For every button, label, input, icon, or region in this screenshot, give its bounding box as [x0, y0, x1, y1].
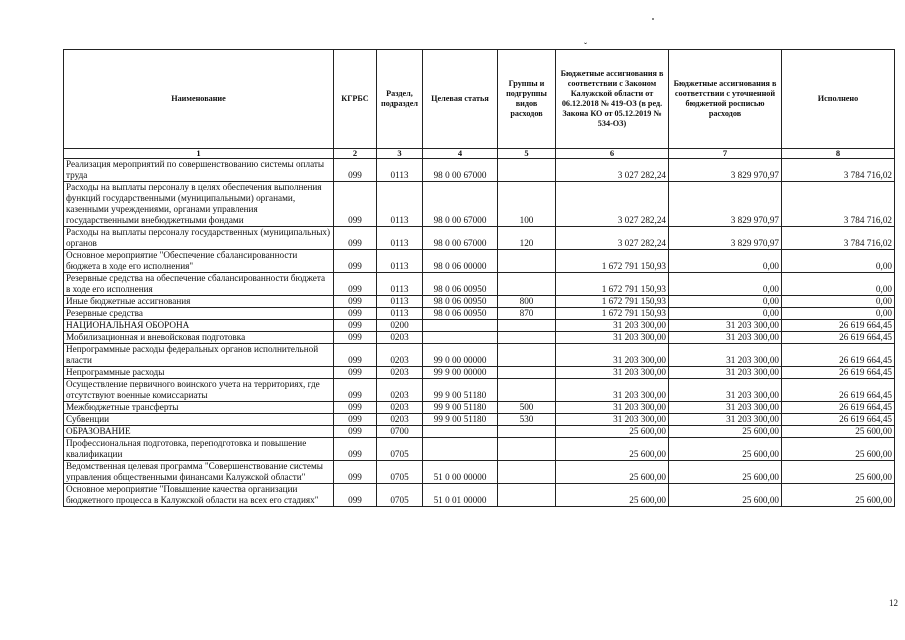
row-razdel: 0113 [377, 296, 423, 308]
row-target: 98 0 06 00950 [423, 273, 498, 296]
header-refined: Бюджетные ассигнования в соответствии с уточненной бюджетной росписью расходов [669, 50, 782, 149]
row-executed-amount: 26 619 664,45 [782, 414, 895, 426]
row-executed-amount: 25 600,00 [782, 484, 895, 507]
row-kgrbs: 099 [334, 484, 377, 507]
row-name: Субвенции [64, 414, 334, 426]
row-refined-amount: 0,00 [669, 308, 782, 320]
row-name: Иные бюджетные ассигнования [64, 296, 334, 308]
row-executed-amount: 26 619 664,45 [782, 320, 895, 332]
row-razdel: 0113 [377, 308, 423, 320]
row-kgrbs: 099 [334, 332, 377, 344]
row-executed-amount: 3 784 716,02 [782, 227, 895, 250]
column-number: 1 [64, 149, 334, 159]
row-refined-amount: 31 203 300,00 [669, 379, 782, 402]
row-kgrbs: 099 [334, 461, 377, 484]
table-row [64, 402, 895, 414]
row-kgrbs: 099 [334, 227, 377, 250]
row-name: Резервные средства [64, 308, 334, 320]
row-name: Осуществление первичного воинского учета на территориях, где отсутствуют военные комиссариаты [64, 379, 334, 402]
row-target: 98 0 06 00000 [423, 250, 498, 273]
row-executed-amount: 0,00 [782, 308, 895, 320]
row-kgrbs: 099 [334, 426, 377, 438]
row-group: 100 [498, 182, 556, 227]
header-name: Наименование [64, 50, 334, 149]
row-refined-amount: 25 600,00 [669, 484, 782, 507]
row-name: Профессиональная подготовка, переподготовка и повышение квалификации [64, 438, 334, 461]
row-name: Основное мероприятие "Повышение качества организации бюджетного процесса в Калужской области на всех его стадиях" [64, 484, 334, 507]
row-law-amount: 1 672 791 150,93 [556, 250, 669, 273]
row-law-amount: 31 203 300,00 [556, 320, 669, 332]
row-refined-amount: 0,00 [669, 250, 782, 273]
row-razdel: 0203 [377, 367, 423, 379]
row-group [498, 484, 556, 507]
table-row [64, 296, 895, 308]
row-law-amount: 31 203 300,00 [556, 414, 669, 426]
row-executed-amount: 26 619 664,45 [782, 379, 895, 402]
row-name: Расходы на выплаты персоналу в целях обеспечения выполнения функций государственными (муниципальными) органами, казенными учреждениями, органами управления государственными внебюджетными фондами [64, 182, 334, 227]
row-razdel: 0203 [377, 379, 423, 402]
row-razdel: 0113 [377, 250, 423, 273]
table-row [64, 344, 895, 367]
row-group: 120 [498, 227, 556, 250]
header-law: Бюджетные ассигнования в соответствии с Законом Калужской области от 06.12.2018 № 419-ОЗ (в ред. Закона КО от 05.12.2019 № 534-ОЗ) [556, 50, 669, 149]
row-target: 51 0 01 00000 [423, 484, 498, 507]
header-executed: Исполнено [782, 50, 895, 149]
row-razdel: 0705 [377, 461, 423, 484]
row-razdel: 0200 [377, 320, 423, 332]
column-number-row [64, 149, 895, 159]
row-executed-amount: 25 600,00 [782, 426, 895, 438]
column-number: 7 [669, 149, 782, 159]
row-group: 870 [498, 308, 556, 320]
header-target: Целевая статья [423, 50, 498, 149]
row-law-amount: 1 672 791 150,93 [556, 296, 669, 308]
column-number: 4 [423, 149, 498, 159]
row-name: Мобилизационная и вневойсковая подготовка [64, 332, 334, 344]
row-executed-amount: 25 600,00 [782, 438, 895, 461]
row-group: 530 [498, 414, 556, 426]
row-name: Непрограммные расходы [64, 367, 334, 379]
row-refined-amount: 25 600,00 [669, 438, 782, 461]
row-razdel: 0203 [377, 344, 423, 367]
row-executed-amount: 3 784 716,02 [782, 182, 895, 227]
header-group: Группы и подгруппы видов расходов [498, 50, 556, 149]
table-row [64, 484, 895, 507]
row-razdel: 0203 [377, 402, 423, 414]
row-target: 99 9 00 51180 [423, 402, 498, 414]
row-name: Ведомственная целевая программа "Совершенствование системы управления общественными финансами Калужской области" [64, 461, 334, 484]
row-group [498, 461, 556, 484]
table-row [64, 308, 895, 320]
row-law-amount: 3 027 282,24 [556, 227, 669, 250]
row-razdel: 0113 [377, 227, 423, 250]
row-target: 99 9 00 51180 [423, 379, 498, 402]
row-executed-amount: 25 600,00 [782, 461, 895, 484]
table-row [64, 250, 895, 273]
row-law-amount: 31 203 300,00 [556, 344, 669, 367]
row-executed-amount: 0,00 [782, 296, 895, 308]
row-kgrbs: 099 [334, 414, 377, 426]
row-group: 800 [498, 296, 556, 308]
table-row [64, 426, 895, 438]
table-row [64, 438, 895, 461]
table-row [64, 379, 895, 402]
row-target: 51 0 00 00000 [423, 461, 498, 484]
row-refined-amount: 31 203 300,00 [669, 414, 782, 426]
header-kgrbs: КГРБС [334, 50, 377, 149]
row-kgrbs: 099 [334, 367, 377, 379]
row-law-amount: 31 203 300,00 [556, 379, 669, 402]
table-row [64, 332, 895, 344]
column-number: 8 [782, 149, 895, 159]
table-row [64, 414, 895, 426]
budget-table [63, 49, 895, 507]
row-name: Межбюджетные трансферты [64, 402, 334, 414]
table-row [64, 159, 895, 182]
row-kgrbs: 099 [334, 250, 377, 273]
row-executed-amount: 26 619 664,45 [782, 332, 895, 344]
row-group [498, 344, 556, 367]
row-kgrbs: 099 [334, 320, 377, 332]
row-executed-amount: 3 784 716,02 [782, 159, 895, 182]
header-razdel: Раздел, подраздел [377, 50, 423, 149]
row-name: ОБРАЗОВАНИЕ [64, 426, 334, 438]
row-group: 500 [498, 402, 556, 414]
row-kgrbs: 099 [334, 344, 377, 367]
row-law-amount: 25 600,00 [556, 438, 669, 461]
row-law-amount: 31 203 300,00 [556, 367, 669, 379]
row-name: Расходы на выплаты персоналу государственных (муниципальных) органов [64, 227, 334, 250]
table-row [64, 367, 895, 379]
row-law-amount: 1 672 791 150,93 [556, 273, 669, 296]
table-row [64, 182, 895, 227]
column-number: 6 [556, 149, 669, 159]
row-group [498, 438, 556, 461]
row-target: 98 0 06 00950 [423, 308, 498, 320]
row-group [498, 426, 556, 438]
row-group [498, 159, 556, 182]
row-target: 98 0 00 67000 [423, 182, 498, 227]
row-razdel: 0113 [377, 159, 423, 182]
row-law-amount: 31 203 300,00 [556, 332, 669, 344]
row-kgrbs: 099 [334, 379, 377, 402]
row-group [498, 250, 556, 273]
row-target: 98 0 06 00950 [423, 296, 498, 308]
row-razdel: 0705 [377, 438, 423, 461]
table-body [64, 159, 895, 507]
table-row [64, 461, 895, 484]
row-group [498, 320, 556, 332]
row-name: Непрограммные расходы федеральных органов исполнительной власти [64, 344, 334, 367]
column-number: 3 [377, 149, 423, 159]
row-refined-amount: 25 600,00 [669, 426, 782, 438]
row-law-amount: 25 600,00 [556, 426, 669, 438]
row-refined-amount: 31 203 300,00 [669, 332, 782, 344]
row-executed-amount: 26 619 664,45 [782, 367, 895, 379]
table-row [64, 227, 895, 250]
row-executed-amount: 26 619 664,45 [782, 344, 895, 367]
row-executed-amount: 26 619 664,45 [782, 402, 895, 414]
row-razdel: 0113 [377, 182, 423, 227]
row-razdel: 0700 [377, 426, 423, 438]
row-executed-amount: 0,00 [782, 250, 895, 273]
row-name: Резервные средства на обеспечение сбалансированности бюджета в ходе его исполнения [64, 273, 334, 296]
row-executed-amount: 0,00 [782, 273, 895, 296]
row-target: 98 0 00 67000 [423, 227, 498, 250]
row-law-amount: 1 672 791 150,93 [556, 308, 669, 320]
row-target: 99 0 00 00000 [423, 344, 498, 367]
row-kgrbs: 099 [334, 402, 377, 414]
row-group [498, 273, 556, 296]
row-refined-amount: 31 203 300,00 [669, 320, 782, 332]
column-number: 5 [498, 149, 556, 159]
row-name: НАЦИОНАЛЬНАЯ ОБОРОНА [64, 320, 334, 332]
row-kgrbs: 099 [334, 182, 377, 227]
row-refined-amount: 0,00 [669, 296, 782, 308]
column-number: 2 [334, 149, 377, 159]
row-name: Основное мероприятие "Обеспечение сбалансированности бюджета в ходе его исполнения" [64, 250, 334, 273]
row-target [423, 320, 498, 332]
row-refined-amount: 3 829 970,97 [669, 227, 782, 250]
row-target: 98 0 00 67000 [423, 159, 498, 182]
row-group [498, 367, 556, 379]
row-refined-amount: 3 829 970,97 [669, 182, 782, 227]
row-kgrbs: 099 [334, 438, 377, 461]
scan-dot [652, 18, 654, 20]
table-row [64, 273, 895, 296]
row-target: 99 9 00 51180 [423, 414, 498, 426]
scan-mark: ˇ [584, 41, 587, 51]
row-refined-amount: 3 829 970,97 [669, 159, 782, 182]
row-razdel: 0203 [377, 414, 423, 426]
table-header-row [64, 50, 895, 149]
row-name: Реализация мероприятий по совершенствованию системы оплаты труда [64, 159, 334, 182]
row-law-amount: 25 600,00 [556, 461, 669, 484]
row-law-amount: 3 027 282,24 [556, 159, 669, 182]
row-target [423, 438, 498, 461]
row-razdel: 0705 [377, 484, 423, 507]
row-kgrbs: 099 [334, 273, 377, 296]
row-law-amount: 25 600,00 [556, 484, 669, 507]
row-kgrbs: 099 [334, 308, 377, 320]
row-refined-amount: 0,00 [669, 273, 782, 296]
row-refined-amount: 31 203 300,00 [669, 367, 782, 379]
row-law-amount: 3 027 282,24 [556, 182, 669, 227]
row-refined-amount: 31 203 300,00 [669, 344, 782, 367]
table-row [64, 320, 895, 332]
row-razdel: 0113 [377, 273, 423, 296]
row-kgrbs: 099 [334, 296, 377, 308]
row-group [498, 332, 556, 344]
page-number: 12 [889, 598, 898, 608]
row-target: 99 9 00 00000 [423, 367, 498, 379]
row-law-amount: 31 203 300,00 [556, 402, 669, 414]
row-razdel: 0203 [377, 332, 423, 344]
row-refined-amount: 31 203 300,00 [669, 402, 782, 414]
row-kgrbs: 099 [334, 159, 377, 182]
row-refined-amount: 25 600,00 [669, 461, 782, 484]
row-target [423, 426, 498, 438]
row-target [423, 332, 498, 344]
row-group [498, 379, 556, 402]
